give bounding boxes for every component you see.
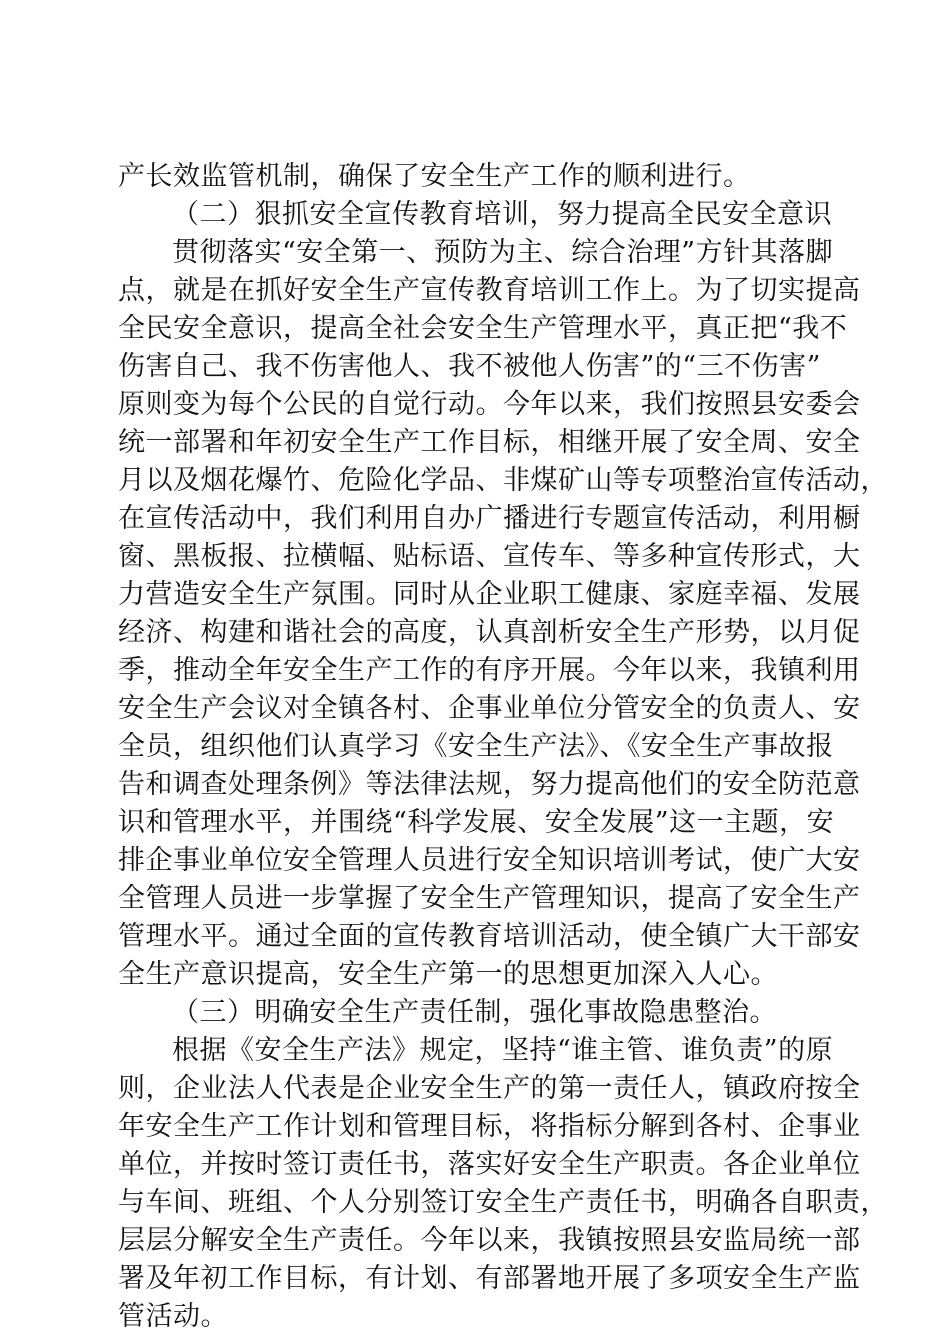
section-heading: （三）明确安全生产责任制，强化事故隐患整治。	[172, 997, 777, 1028]
text-line: 则，企业法人代表是企业安全生产的第一责任人，镇政府按全	[118, 1073, 861, 1104]
section-heading: （二）狠抓安全宣传教育培训，努力提高全民安全意识	[172, 199, 832, 230]
text-line: 贯彻落实“安全第一、预防为主、综合治理”方针其落脚	[172, 237, 834, 268]
text-line: 识和管理水平，并围绕“科学发展、安全发展”这一主题，安	[118, 807, 835, 838]
text-line: 窗、黑板报、拉横幅、贴标语、宣传车、等多种宣传形式，大	[118, 541, 861, 572]
text-line: 单位，并按时签订责任书，落实好安全生产职责。各企业单位	[118, 1149, 861, 1180]
text-line: 年安全生产工作计划和管理目标，将指标分解到各村、企事业	[118, 1111, 861, 1142]
text-line: 排企事业单位安全管理人员进行安全知识培训考试，使广大安	[118, 845, 861, 876]
text-line: 全民安全意识，提高全社会安全生产管理水平，真正把“我不	[118, 313, 848, 344]
text-line: 根据《安全生产法》规定，坚持“谁主管、谁负责”的原	[172, 1035, 834, 1066]
text-line: 季，推动全年安全生产工作的有序开展。今年以来，我镇利用	[118, 655, 861, 686]
text-line: 力营造安全生产氛围。同时从企业职工健康、家庭幸福、发展	[118, 579, 861, 610]
text-line: 署及年初工作目标，有计划、有部署地开展了多项安全生产监	[118, 1263, 861, 1294]
text-line: 伤害自己、我不伤害他人、我不被他人伤害”的“三不伤害”	[118, 351, 821, 382]
text-line: 管理水平。通过全面的宣传教育培训活动，使全镇广大干部安	[118, 921, 861, 952]
text-line: 全生产意识提高，安全生产第一的思想更加深入人心。	[118, 959, 778, 990]
text-line: 原则变为每个公民的自觉行动。今年以来，我们按照县安委会	[118, 389, 861, 420]
text-line: 层层分解安全生产责任。今年以来，我镇按照县安监局统一部	[118, 1225, 861, 1256]
text-line: 与车间、班组、个人分别签订安全生产责任书，明确各自职责，	[118, 1187, 888, 1218]
text-line: 安全生产会议对全镇各村、企事业单位分管安全的负责人、安	[118, 693, 861, 724]
text-line: 月以及烟花爆竹、危险化学品、非煤矿山等专项整治宣传活动，	[118, 465, 888, 496]
text-line: 经济、构建和谐社会的高度，认真剖析安全生产形势，以月促	[118, 617, 861, 648]
text-line: 点，就是在抓好安全生产宣传教育培训工作上。为了切实提高	[118, 275, 861, 306]
text-line: 在宣传活动中，我们利用自办广播进行专题宣传活动，利用橱	[118, 503, 861, 534]
text-line: 告和调查处理条例》等法律法规，努力提高他们的安全防范意	[118, 769, 861, 800]
text-line: 全员，组织他们认真学习《安全生产法》、《安全生产事故报	[118, 731, 834, 762]
text-line: 管活动。	[118, 1301, 228, 1332]
text-line: 统一部署和年初安全生产工作目标，相继开展了安全周、安全	[118, 427, 861, 458]
text-line: 全管理人员进一步掌握了安全生产管理知识，提高了安全生产	[118, 883, 861, 914]
text-line: 产长效监管机制，确保了安全生产工作的顺利进行。	[118, 161, 751, 192]
